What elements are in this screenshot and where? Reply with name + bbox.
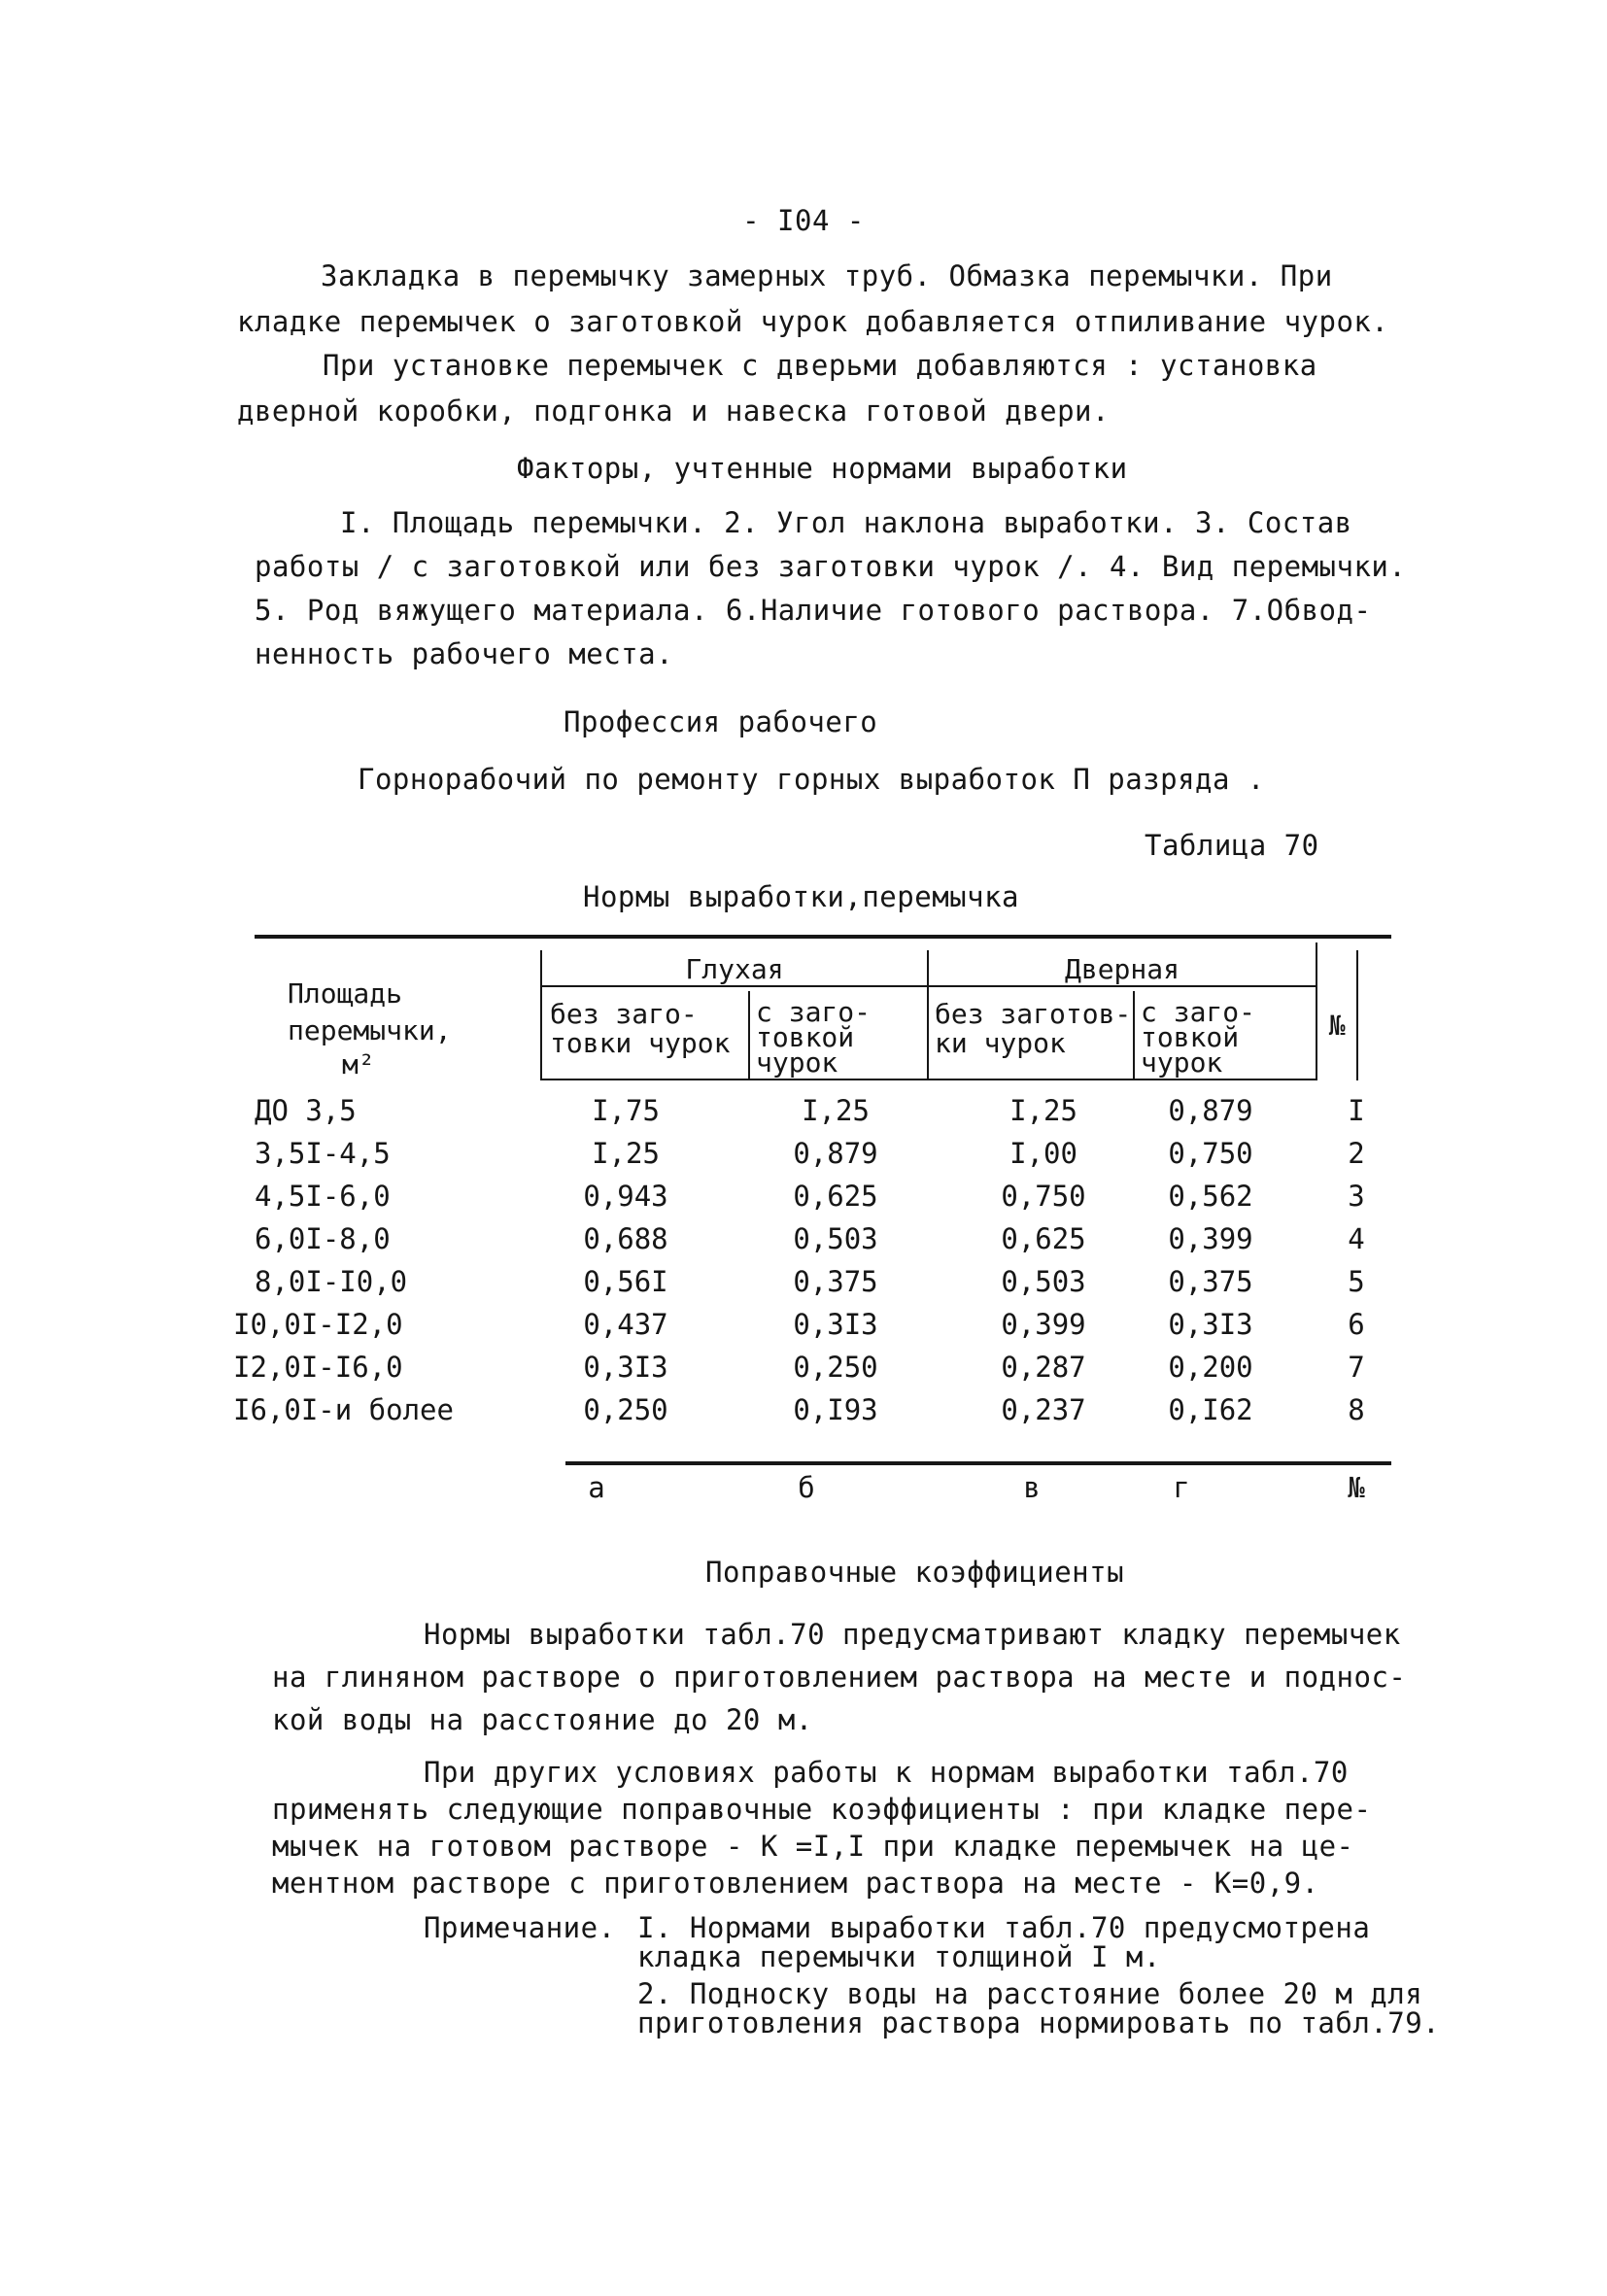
cell-a: 0,688	[583, 1222, 668, 1255]
footer-no: №	[1348, 1471, 1365, 1504]
coef-p1-line-3: кой воды на расстояние до 20 м.	[272, 1703, 813, 1736]
sub-d-1: с заго-	[1141, 996, 1256, 1028]
cell-no: 3	[1348, 1180, 1365, 1213]
cell-no: 8	[1348, 1393, 1365, 1426]
cell-c: 0,503	[1001, 1265, 1086, 1298]
cell-area: I0,0I-I2,0	[233, 1308, 403, 1341]
cell-no: 7	[1348, 1351, 1365, 1384]
cell-c: 0,399	[1001, 1308, 1086, 1341]
header-bottom-rule	[540, 1079, 1317, 1080]
cell-c: 0,287	[1001, 1351, 1086, 1384]
cell-b: I,25	[802, 1094, 870, 1127]
cell-b: 0,250	[793, 1351, 878, 1384]
profession-title: Профессия рабочего	[564, 705, 878, 738]
note-1-line-2: кладка перемычки толщиной I м.	[637, 1940, 1161, 1973]
cell-no: 2	[1348, 1137, 1365, 1170]
cell-a: I,25	[592, 1137, 660, 1170]
page-number: - I04 -	[742, 204, 865, 237]
head-no: №	[1328, 1010, 1346, 1042]
cell-a: 0,943	[583, 1180, 668, 1213]
group-underline-blind	[542, 985, 927, 987]
sub-b-3: чурок	[756, 1046, 838, 1079]
intro-line-3: При установке перемычек с дверьми добавляются : установка	[323, 349, 1317, 382]
cell-b: 0,625	[793, 1180, 878, 1213]
intro-line-4: дверной коробки, подгонка и навеска готовой двери.	[237, 394, 1110, 428]
cell-area: I6,0I-и более	[233, 1393, 454, 1426]
header-vline-5	[1316, 942, 1317, 1080]
header-vline-2	[748, 991, 750, 1080]
factors-line-1: I. Площадь перемычки. 2. Угол наклона выработки. 3. Состав	[340, 506, 1352, 539]
note-2-line-1: 2. Подноску воды на расстояние более 20 м для	[637, 1977, 1423, 2010]
cell-no: 6	[1348, 1308, 1365, 1341]
cell-area: 8,0I-I0,0	[255, 1265, 408, 1298]
cell-c: 0,625	[1001, 1222, 1086, 1255]
cell-d: 0,750	[1168, 1137, 1253, 1170]
cell-d: 0,200	[1168, 1351, 1253, 1384]
table-label: Таблица 70	[1145, 829, 1319, 862]
coef-p2-line-3: мычек на готовом растворе - К =I,I при кладке перемычек на це-	[272, 1830, 1354, 1863]
factors-line-2: работы / с заготовкой или без заготовки чурок /. 4. Вид перемычки.	[255, 550, 1407, 583]
cell-c: I,00	[1009, 1137, 1077, 1170]
header-vline-6	[1356, 950, 1358, 1080]
cell-no: 4	[1348, 1222, 1365, 1255]
sub-c-1: без заготов-	[935, 998, 1132, 1030]
sub-a-2: товки чурок	[550, 1027, 731, 1059]
head-area-3: м²	[342, 1048, 375, 1080]
factors-title: Факторы, учтенные нормами выработки	[517, 452, 1128, 485]
intro-line-1: Закладка в перемычку замерных труб. Обмазка перемычки. При	[321, 259, 1333, 292]
cell-c: 0,237	[1001, 1393, 1086, 1426]
cell-d: 0,3I3	[1168, 1308, 1253, 1341]
cell-a: 0,56I	[583, 1265, 668, 1298]
note-label: Примечание.	[424, 1911, 616, 1944]
sub-d-3: чурок	[1141, 1046, 1223, 1079]
cell-d: 0,562	[1168, 1180, 1253, 1213]
sub-c-2: ки чурок	[935, 1027, 1066, 1059]
cell-c: 0,750	[1001, 1180, 1086, 1213]
sub-d-2: товкой	[1141, 1021, 1240, 1053]
cell-a: 0,3I3	[583, 1351, 668, 1384]
cell-a: 0,437	[583, 1308, 668, 1341]
table-bottom-rule	[565, 1461, 1391, 1465]
footer-c: в	[1023, 1471, 1041, 1504]
cell-b: 0,503	[793, 1222, 878, 1255]
cell-d: 0,375	[1168, 1265, 1253, 1298]
cell-no: 5	[1348, 1265, 1365, 1298]
group-underline-door	[929, 985, 1316, 987]
sub-a-1: без заго-	[550, 998, 698, 1030]
cell-d: 0,879	[1168, 1094, 1253, 1127]
footer-d: г	[1173, 1471, 1190, 1504]
note-2-line-2: приготовления раствора нормировать по табл.79.	[637, 2006, 1441, 2039]
table-title: Нормы выработки,перемычка	[583, 880, 1019, 913]
coef-p1-line-2: на глиняном растворе о приготовлением раствора на месте и поднос-	[272, 1661, 1407, 1694]
coef-p2-line-1: При других условиях работы к нормам выработки табл.70	[424, 1756, 1349, 1789]
cell-b: 0,I93	[793, 1393, 878, 1426]
cell-b: 0,879	[793, 1137, 878, 1170]
sub-b-1: с заго-	[756, 996, 872, 1028]
factors-line-3: 5. Род вяжущего материала. 6.Наличие готового раствора. 7.Обвод-	[255, 594, 1372, 627]
cell-area: ДО 3,5	[255, 1094, 357, 1127]
cell-a: 0,250	[583, 1393, 668, 1426]
header-vline-4	[1133, 991, 1135, 1080]
intro-line-2: кладке перемычек о заготовкой чурок добавляется отпиливание чурок.	[237, 305, 1389, 338]
profession-text: Горнорабочий по ремонту горных выработок П разряда .	[358, 763, 1265, 796]
coef-title: Поправочные коэффициенты	[705, 1556, 1125, 1589]
factors-line-4: ненность рабочего места.	[255, 637, 674, 670]
footer-b: б	[798, 1471, 815, 1504]
cell-area: 3,5I-4,5	[255, 1137, 391, 1170]
cell-area: 6,0I-8,0	[255, 1222, 391, 1255]
head-area-1: Площадь	[288, 977, 403, 1010]
cell-no: I	[1348, 1094, 1365, 1127]
table-top-rule	[255, 935, 1391, 939]
head-area-2: перемычки,	[288, 1014, 452, 1046]
sub-b-2: товкой	[756, 1021, 855, 1053]
group-blind: Глухая	[685, 953, 784, 985]
footer-a: а	[588, 1471, 605, 1504]
cell-c: I,25	[1009, 1094, 1077, 1127]
cell-d: 0,I62	[1168, 1393, 1253, 1426]
cell-area: I2,0I-I6,0	[233, 1351, 403, 1384]
cell-d: 0,399	[1168, 1222, 1253, 1255]
cell-area: 4,5I-6,0	[255, 1180, 391, 1213]
coef-p2-line-4: ментном растворе с приготовлением раствора на месте - К=0,9.	[272, 1867, 1319, 1900]
coef-p2-line-2: применять следующие поправочные коэффициенты : при кладке пере-	[272, 1793, 1372, 1826]
cell-b: 0,375	[793, 1265, 878, 1298]
note-1-line-1: I. Нормами выработки табл.70 предусмотрена	[637, 1911, 1371, 1944]
group-door: Дверная	[1064, 953, 1180, 985]
cell-b: 0,3I3	[793, 1308, 878, 1341]
cell-a: I,75	[592, 1094, 660, 1127]
coef-p1-line-1: Нормы выработки табл.70 предусматривают кладку перемычек	[424, 1618, 1401, 1651]
